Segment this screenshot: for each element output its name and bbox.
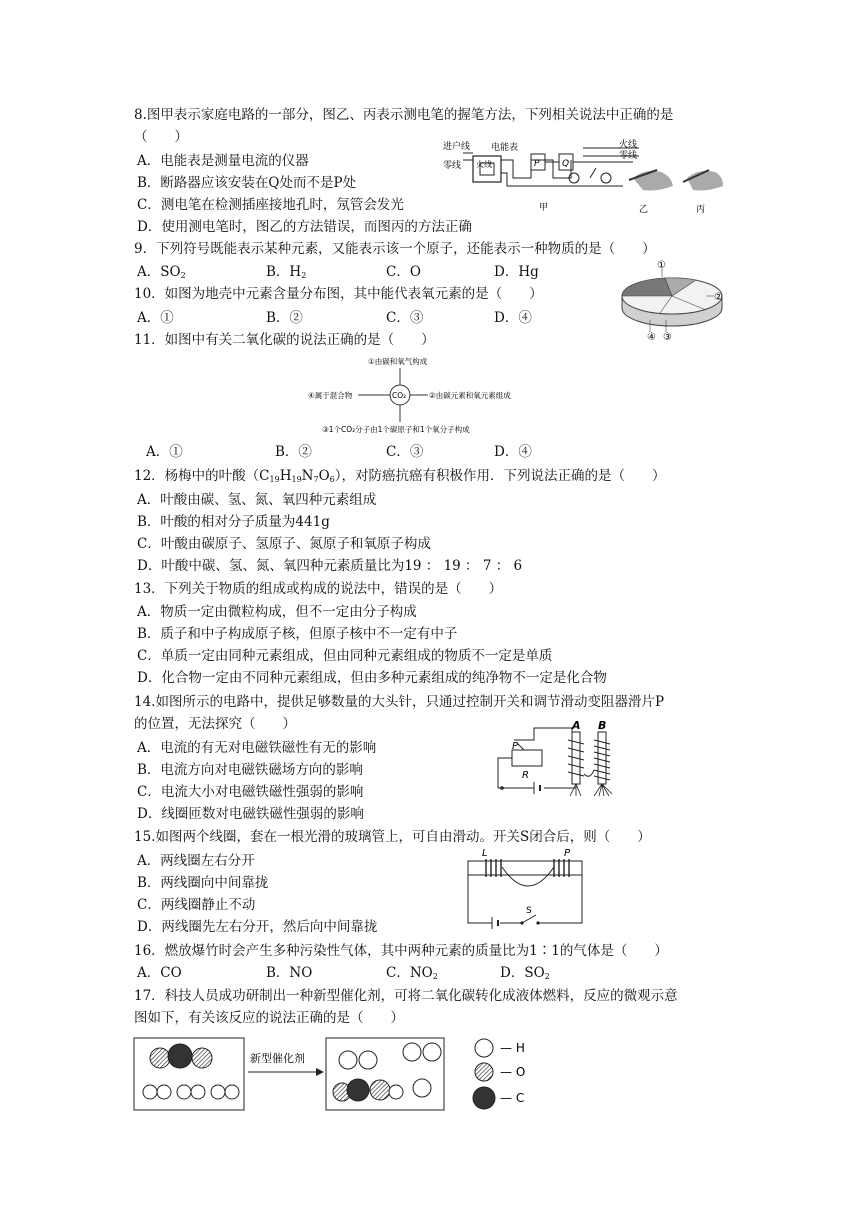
live-label-left: 火线 — [476, 160, 492, 169]
q10-stem: 10．如图为地壳中元素含量分布图，其中能代表氧元素的是（ ） — [134, 286, 543, 302]
q9-stem: 9．下列符号既能表示某种元素，又能表示该一个原子，还能表示一种物质的是（ ） — [134, 241, 656, 257]
a-label: A — [572, 719, 581, 732]
hand-pen-bing — [683, 170, 723, 191]
rheostat-r — [512, 750, 542, 766]
q15-option-d: D．两线圈先左右分开，然后向中间靠拢 — [137, 919, 378, 935]
two-coils-figure — [462, 845, 588, 929]
q12-option-d: D．叶酸中碳、氢、氮、氧四种元素质量比为19 ： 19 ： 7 ： 6 — [137, 558, 523, 574]
q-label: Q — [562, 159, 570, 169]
co2-center-label: CO₂ — [392, 391, 407, 400]
carbon-atom — [168, 1044, 192, 1068]
q16-option-d: D．$SO_2$ — [500, 965, 550, 981]
q13-option-d: D．化合物一定由不同种元素组成，但由多种元素组成的纯净物不一定是化合物 — [137, 670, 607, 686]
q9-option-a: A．$SO_2$ — [137, 264, 186, 280]
hydrogen-atom — [157, 1085, 171, 1099]
q16-stem: 16．燃放爆竹时会产生多种污染性气体，其中两种元素的质量比为1∶1的气体是（ ） — [134, 943, 668, 959]
hydrogen-atom — [177, 1085, 191, 1099]
q9-option-b: B．$H_2$ — [266, 264, 307, 280]
q17-stem-line2: 图如下，有关该反应的说法正确的是（ ） — [134, 1010, 404, 1026]
slice-dark — [622, 278, 672, 296]
q14-option-b: B．电流方向对电磁铁磁场方向的影响 — [137, 762, 363, 778]
q16-option-b: B．NO — [266, 965, 313, 981]
q14-stem-line1: 14.如图所示的电路中，提供足够数量的大头针，只通过控制开关和调节滑动变阻器滑片P — [134, 694, 665, 710]
neutral-wire-label: 零线 — [619, 151, 638, 161]
hydrogen-atom — [389, 1085, 403, 1099]
legend-o-label: — O — [500, 1065, 526, 1079]
figure-jia-label: 甲 — [539, 203, 549, 213]
q16-option-a: A．CO — [137, 965, 182, 981]
q8-stem-line1: 8.图甲表示家庭电路的一部分，图乙、丙表示测电笔的握笔方法，下列相关说法中正确的是 — [134, 107, 674, 123]
glass-tube — [468, 861, 582, 875]
q11-option-d: D．④ — [494, 444, 532, 460]
figure-yi-label: 乙 — [639, 205, 649, 215]
q8-option-c: C．测电笔在检测插座接地孔时，氖管会发光 — [137, 197, 404, 213]
q10-option-d: D．④ — [494, 310, 532, 326]
q13-stem: 13．下列关于物质的组成或构成的说法中，错误的是（ ） — [134, 581, 503, 597]
live-wire-label: 火线 — [619, 140, 638, 150]
q15-option-b: B．两线圈向中间靠拢 — [137, 875, 269, 891]
q14-option-a: A．电流的有无对电磁铁磁性有无的影响 — [137, 740, 377, 756]
carbon-atom — [347, 1079, 369, 1101]
hydrogen-atom — [211, 1085, 225, 1099]
legend-h-label: — H — [500, 1041, 525, 1055]
q17-stem-line1: 17．科技人员成功研制出一种新型催化剂，可将二氧化碳转化成液体燃料，反应的微观示意 — [134, 988, 678, 1004]
hydrogen-atom — [191, 1085, 205, 1099]
co2-bottom-label: ③1个CO₂分子由1个碳原子和1个氧分子构成 — [322, 425, 470, 434]
q8-option-b: B．断路器应该安装在Q处而不是P处 — [137, 175, 357, 191]
legend-hydrogen-atom — [475, 1039, 493, 1057]
q13-option-c: C．单质一定由同种元素组成，但由同种元素组成的物质不一定是单质 — [137, 648, 553, 664]
s-label: S — [526, 906, 532, 916]
q13-option-a: A．物质一定由微粒构成，但不一定由分子构成 — [137, 604, 417, 620]
pie-label-1: ① — [657, 260, 666, 271]
hydrogen-atom — [359, 1051, 377, 1069]
p-coil-label: P — [564, 848, 571, 859]
neutral-label-left: 零线 — [443, 161, 462, 171]
q15-option-c: C．两线圈静止不动 — [137, 897, 256, 913]
q11-option-a: A．① — [146, 444, 183, 460]
co2-concept-figure — [308, 354, 544, 438]
q11-stem: 11．如图中有关二氧化碳的说法正确的是（ ） — [134, 332, 435, 348]
socket-symbol — [601, 173, 611, 183]
q13-option-b: B．质子和中子构成原子核，但原子核中不一定有中子 — [137, 626, 458, 642]
q14-option-c: C．电流大小对电磁铁磁性强弱的影响 — [137, 784, 364, 800]
oxygen-atom — [370, 1080, 390, 1100]
q11-option-b: B．② — [275, 444, 312, 460]
q12-stem: 12．杨梅中的叶酸$(C_{19}H_{19}N_7O_6)$，对防癌抗癌有积极作用．下列说法正确的是（ ） — [134, 468, 666, 484]
catalyst-label: 新型催化剂 — [250, 1052, 305, 1065]
legend-carbon-atom — [473, 1087, 495, 1109]
q15-stem: 15.如图两个线圈，套在一根光滑的玻璃管上，可自由滑动。开关S闭合后，则（ ） — [134, 829, 651, 845]
q11-option-c: C．③ — [386, 444, 424, 460]
q8-stem-line2: （ ） — [134, 129, 188, 145]
q15-option-a: A．两线圈左右分开 — [137, 853, 255, 869]
q12-option-c: C．叶酸由碳原子、氢原子、氮原子和氧原子构成 — [137, 536, 431, 552]
q8-option-d: D．使用测电笔时，图乙的方法错误，而图丙的方法正确 — [137, 219, 472, 235]
l-label: L — [482, 848, 488, 859]
incoming-line-label: 进户线 — [443, 142, 471, 152]
q16-option-c: C．$NO_2$ — [386, 965, 438, 981]
household-circuit-figure — [443, 138, 723, 216]
q14-option-d: D．线圈匝数对电磁铁磁性强弱的影响 — [137, 806, 364, 822]
co2-top-label: ①由碳和氧气构成 — [368, 357, 428, 366]
co2-right-label: ②由碳元素和氧元素组成 — [429, 391, 511, 400]
q10-option-a: A．① — [137, 310, 174, 326]
q12-option-b: B．叶酸的相对分子质量为441g — [137, 514, 330, 530]
p-slider-label: P — [512, 741, 519, 752]
q9-option-c: C．O — [386, 264, 421, 280]
hand-pen-yi — [629, 170, 673, 191]
b-label: B — [598, 719, 607, 732]
p-label: P — [534, 159, 540, 169]
hydrogen-atom — [413, 1079, 431, 1097]
meter-label: 电能表 — [491, 143, 519, 153]
pie-label-4: ④ — [647, 332, 656, 343]
legend-oxygen-atom — [475, 1063, 493, 1081]
crust-element-pie-figure — [616, 258, 728, 344]
q9-option-d: D．Hg — [494, 264, 539, 280]
switch-symbol — [590, 168, 596, 178]
hydrogen-atom — [225, 1085, 239, 1099]
q12-option-a: A．叶酸由碳、氢、氮、氧四种元素组成 — [137, 492, 377, 508]
legend-c-label: — C — [500, 1091, 525, 1105]
switch-s — [522, 915, 536, 923]
pie-label-3: ③ — [663, 332, 672, 343]
hydrogen-atom — [423, 1043, 441, 1061]
oxygen-atom — [192, 1048, 212, 1068]
core-b — [598, 732, 606, 784]
q14-stem-line2: 的位置，无法探究（ ） — [134, 716, 296, 732]
q10-option-c: C．③ — [386, 310, 424, 326]
hydrogen-atom — [143, 1085, 157, 1099]
pie-label-2: ② — [714, 292, 723, 303]
co2-left-label: ④属于混合物 — [308, 391, 353, 400]
electromagnet-circuit-figure — [494, 718, 628, 804]
hydrogen-atom — [403, 1043, 421, 1061]
oxygen-atom — [150, 1048, 170, 1068]
r-label: R — [522, 770, 529, 781]
reaction-micro-figure — [130, 1034, 550, 1114]
pins — [570, 784, 612, 796]
q8-option-a: A．电能表是测量电流的仪器 — [137, 153, 309, 169]
figure-bing-label: 丙 — [696, 205, 706, 215]
hydrogen-atom — [339, 1051, 357, 1069]
q10-option-b: B．② — [266, 310, 303, 326]
